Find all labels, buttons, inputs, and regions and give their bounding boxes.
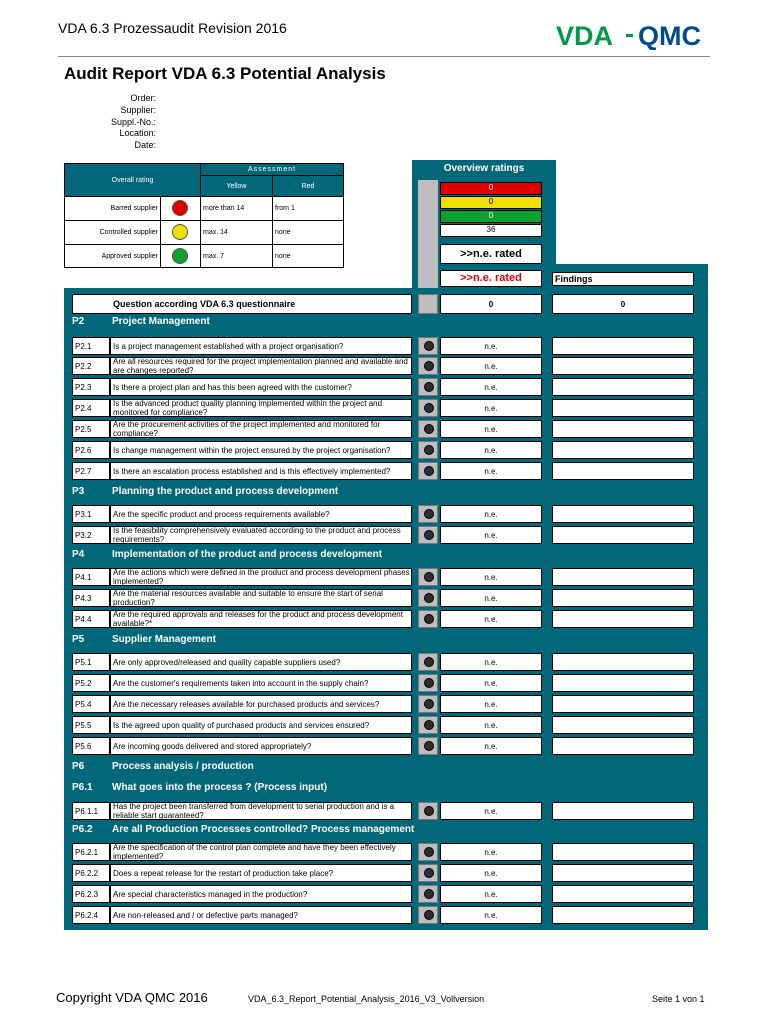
question-findings-cell[interactable] xyxy=(552,526,694,544)
rating-bullet-icon[interactable] xyxy=(424,424,434,434)
question-text: Are non-released and / or defective parts managed? xyxy=(110,906,412,924)
question-rating[interactable]: n.e. xyxy=(440,885,542,903)
rating-bullet-icon[interactable] xyxy=(424,699,434,709)
legend-overall-rating-header: Overall rating xyxy=(65,164,201,197)
overview-ne-rated-red: >>n.e. rated xyxy=(440,270,542,287)
question-findings-cell[interactable] xyxy=(552,505,694,523)
question-findings-cell[interactable] xyxy=(552,399,694,417)
question-text: Are special characteristics managed in the production? xyxy=(110,885,412,903)
question-findings-cell[interactable] xyxy=(552,864,694,882)
question-id: P4.1 xyxy=(72,568,110,586)
rating-bullet-icon[interactable] xyxy=(424,445,434,455)
question-header-findings-score: 0 xyxy=(552,294,694,314)
logo-vda-text: VDA xyxy=(556,21,614,50)
rating-bullet-icon[interactable] xyxy=(424,720,434,730)
question-rating[interactable]: n.e. xyxy=(440,737,542,755)
question-findings-cell[interactable] xyxy=(552,610,694,628)
question-header-score: 0 xyxy=(440,294,542,314)
question-id: P6.2.2 xyxy=(72,864,110,882)
rating-bullet-icon[interactable] xyxy=(424,910,434,920)
question-text: Are all resources required for the project implementation planned and available and are changes reported? xyxy=(110,357,412,375)
section-title: What goes into the process ? (Process input) xyxy=(112,782,328,793)
legend-controlled-red: none xyxy=(273,221,344,245)
footer-page: Seite 1 von 1 xyxy=(652,994,705,1004)
question-text: Is change management within the project ensured by the project organisation? xyxy=(110,441,412,459)
question-id: P2.5 xyxy=(72,420,110,438)
overview-yellow-count: 0 xyxy=(440,196,542,209)
question-id: P4.3 xyxy=(72,589,110,607)
question-text: Are incoming goods delivered and stored appropriately? xyxy=(110,737,412,755)
overview-grey-bar xyxy=(418,180,438,290)
question-rating[interactable]: n.e. xyxy=(440,906,542,924)
question-rating[interactable]: n.e. xyxy=(440,378,542,396)
section-title: Implementation of the product and process development xyxy=(112,549,383,560)
question-rating[interactable]: n.e. xyxy=(440,441,542,459)
rating-bullet-icon[interactable] xyxy=(424,403,434,413)
meta-supplier-label: Supplier: xyxy=(120,105,156,115)
question-text: Is there a project plan and has this been agreed with the customer? xyxy=(110,378,412,396)
question-id: P5.6 xyxy=(72,737,110,755)
section-id: P6.1 xyxy=(72,782,93,793)
rating-bullet-icon[interactable] xyxy=(424,657,434,667)
question-id: P5.4 xyxy=(72,695,110,713)
question-header-grey xyxy=(418,294,438,314)
rating-bullet-icon[interactable] xyxy=(424,868,434,878)
question-id: P2.6 xyxy=(72,441,110,459)
question-findings-cell[interactable] xyxy=(552,462,694,480)
question-findings-cell[interactable] xyxy=(552,420,694,438)
question-rating[interactable]: n.e. xyxy=(440,674,542,692)
section-title: Supplier Management xyxy=(112,634,216,645)
rating-bullet-icon[interactable] xyxy=(424,466,434,476)
meta-supplier-no-label: Suppl.-No.: xyxy=(110,117,156,127)
question-findings-cell[interactable] xyxy=(552,906,694,924)
question-text: Is the feasibility comprehensively evaluated according to the product and process requirements? xyxy=(110,526,412,544)
legend-approved-dot-cell xyxy=(161,245,201,268)
logo-qmc-text: QMC xyxy=(638,21,701,50)
rating-bullet-icon[interactable] xyxy=(424,530,434,540)
rating-bullet-icon[interactable] xyxy=(424,382,434,392)
question-text: Has the project been transferred from development to serial production and is a reliable start guaranteed? xyxy=(110,802,412,820)
legend-controlled-label: Controlled supplier xyxy=(65,221,161,245)
document-header-title: VDA 6.3 Prozessaudit Revision 2016 xyxy=(58,20,287,36)
question-id: P5.5 xyxy=(72,716,110,734)
section-id: P3 xyxy=(72,486,85,497)
section-title: Planning the product and process development xyxy=(112,486,339,497)
question-text: Does a repeat release for the restart of production take place? xyxy=(110,864,412,882)
question-text: Are the necessary releases available for purchased products and services? xyxy=(110,695,412,713)
question-findings-cell[interactable] xyxy=(552,568,694,586)
question-id: P3.2 xyxy=(72,526,110,544)
meta-order-label: Order: xyxy=(130,93,156,103)
rating-bullet-icon[interactable] xyxy=(424,361,434,371)
legend-yellow-header: Yellow xyxy=(201,176,273,197)
question-rating[interactable]: n.e. xyxy=(440,843,542,861)
question-findings-cell[interactable] xyxy=(552,674,694,692)
question-text: Is the agreed upon quality of purchased products and services ensured? xyxy=(110,716,412,734)
section-title: Process analysis / production xyxy=(112,761,254,772)
vda-qmc-logo xyxy=(556,20,708,50)
question-rating[interactable]: n.e. xyxy=(440,589,542,607)
section-title: Project Management xyxy=(112,316,210,327)
question-text: Is the advanced product quality planning implemented within the project and monitored for compliance? xyxy=(110,399,412,417)
question-id: P5.2 xyxy=(72,674,110,692)
rating-bullet-icon[interactable] xyxy=(424,593,434,603)
question-text: Is a project management established with a project organisation? xyxy=(110,337,412,355)
red-dot-icon xyxy=(172,200,188,216)
question-id: P2.2 xyxy=(72,357,110,375)
question-text: Are only approved/released and quality capable suppliers used? xyxy=(110,653,412,671)
question-rating[interactable]: n.e. xyxy=(440,505,542,523)
question-rating[interactable]: n.e. xyxy=(440,462,542,480)
legend-controlled-yellow: max. 14 xyxy=(201,221,273,245)
question-findings-cell[interactable] xyxy=(552,843,694,861)
question-header-label: Question according VDA 6.3 questionnaire xyxy=(72,294,412,314)
legend-controlled-dot-cell xyxy=(161,221,201,245)
question-findings-cell[interactable] xyxy=(552,716,694,734)
section-id: P2 xyxy=(72,316,85,327)
question-rating[interactable]: n.e. xyxy=(440,399,542,417)
question-id: P2.3 xyxy=(72,378,110,396)
question-id: P2.1 xyxy=(72,337,110,355)
rating-bullet-icon[interactable] xyxy=(424,509,434,519)
question-id: P6.2.4 xyxy=(72,906,110,924)
rating-bullet-icon[interactable] xyxy=(424,678,434,688)
question-id: P6.1.1 xyxy=(72,802,110,820)
question-findings-cell[interactable] xyxy=(552,737,694,755)
question-rating[interactable]: n.e. xyxy=(440,653,542,671)
question-text: Are the actions which were defined in the product and process development phases implemented? xyxy=(110,568,412,586)
overview-red-count: 0 xyxy=(440,182,542,195)
question-rating[interactable]: n.e. xyxy=(440,695,542,713)
section-id: P6 xyxy=(72,761,85,772)
question-findings-cell[interactable] xyxy=(552,378,694,396)
question-text: Is there an escalation process established and is this effectively implemented? xyxy=(110,462,412,480)
question-rating[interactable]: n.e. xyxy=(440,526,542,544)
legend-approved-label: Approved supplier xyxy=(65,245,161,268)
question-text: Are the specific product and process requirements available? xyxy=(110,505,412,523)
rating-bullet-icon[interactable] xyxy=(424,741,434,751)
section-id: P6.2 xyxy=(72,824,93,835)
question-findings-cell[interactable] xyxy=(552,802,694,820)
question-rating[interactable]: n.e. xyxy=(440,716,542,734)
question-findings-cell[interactable] xyxy=(552,695,694,713)
section-title: Are all Production Processes controlled? Process management xyxy=(112,824,415,835)
question-rating[interactable]: n.e. xyxy=(440,610,542,628)
question-rating[interactable]: n.e. xyxy=(440,337,542,355)
question-findings-cell[interactable] xyxy=(552,337,694,355)
legend-red-header: Red xyxy=(273,176,344,197)
legend-assessment-header: Assessment xyxy=(201,164,344,176)
header-divider xyxy=(58,56,710,57)
question-rating[interactable]: n.e. xyxy=(440,420,542,438)
question-text: Are the material resources available and suitable to ensure the start of serial production? xyxy=(110,589,412,607)
section-id: P4 xyxy=(72,549,85,560)
question-id: P5.1 xyxy=(72,653,110,671)
findings-header: Findings xyxy=(552,272,694,286)
rating-bullet-icon[interactable] xyxy=(424,889,434,899)
question-text: Are the specification of the control plan complete and have they been effectively implemented? xyxy=(110,843,412,861)
question-rating[interactable]: n.e. xyxy=(440,568,542,586)
overview-total: 36 xyxy=(440,224,542,237)
overview-green-count: 0 xyxy=(440,210,542,223)
question-text: Are the customer's requirements taken into account in the supply chain? xyxy=(110,674,412,692)
question-text: Are the required approvals and releases for the product and process development available?* xyxy=(110,610,412,628)
section-id: P5 xyxy=(72,634,85,645)
legend-barred-label: Barred supplier xyxy=(65,197,161,221)
rating-bullet-icon[interactable] xyxy=(424,341,434,351)
rating-legend-table xyxy=(64,163,344,268)
question-findings-cell[interactable] xyxy=(552,653,694,671)
footer-filename: VDA_6.3_Report_Potential_Analysis_2016_V3_Vollversion xyxy=(248,994,485,1004)
rating-bullet-icon[interactable] xyxy=(424,614,434,624)
overview-title: Overview ratings xyxy=(443,163,525,174)
legend-barred-dot-cell xyxy=(161,197,201,221)
report-title: Audit Report VDA 6.3 Potential Analysis xyxy=(64,64,386,83)
question-findings-cell[interactable] xyxy=(552,589,694,607)
meta-date-label: Date: xyxy=(134,140,156,150)
question-rating[interactable]: n.e. xyxy=(440,357,542,375)
legend-approved-red: none xyxy=(275,253,291,260)
overview-ne-rated: >>n.e. rated xyxy=(440,244,542,264)
rating-bullet-icon[interactable] xyxy=(424,572,434,582)
question-text: Are the procurement activities of the project implemented and monitored for compliance? xyxy=(110,420,412,438)
meta-location-label: Location: xyxy=(119,128,156,138)
legend-barred-red: from 1 xyxy=(273,197,344,221)
rating-bullet-icon[interactable] xyxy=(424,806,434,816)
question-id: P6.2.3 xyxy=(72,885,110,903)
question-id: P2.7 xyxy=(72,462,110,480)
question-findings-cell[interactable] xyxy=(552,441,694,459)
question-findings-cell[interactable] xyxy=(552,885,694,903)
footer-copyright: Copyright VDA QMC 2016 xyxy=(56,990,208,1005)
question-rating[interactable]: n.e. xyxy=(440,802,542,820)
rating-bullet-icon[interactable] xyxy=(424,847,434,857)
green-dot-icon xyxy=(172,248,188,264)
yellow-dot-icon xyxy=(172,224,188,240)
question-id: P6.2.1 xyxy=(72,843,110,861)
question-rating[interactable]: n.e. xyxy=(440,864,542,882)
question-id: P3.1 xyxy=(72,505,110,523)
legend-barred-yellow: more than 14 xyxy=(201,197,273,221)
question-findings-cell[interactable] xyxy=(552,357,694,375)
legend-approved-yellow: max. 7 xyxy=(201,245,273,268)
question-id: P4.4 xyxy=(72,610,110,628)
question-id: P2.4 xyxy=(72,399,110,417)
